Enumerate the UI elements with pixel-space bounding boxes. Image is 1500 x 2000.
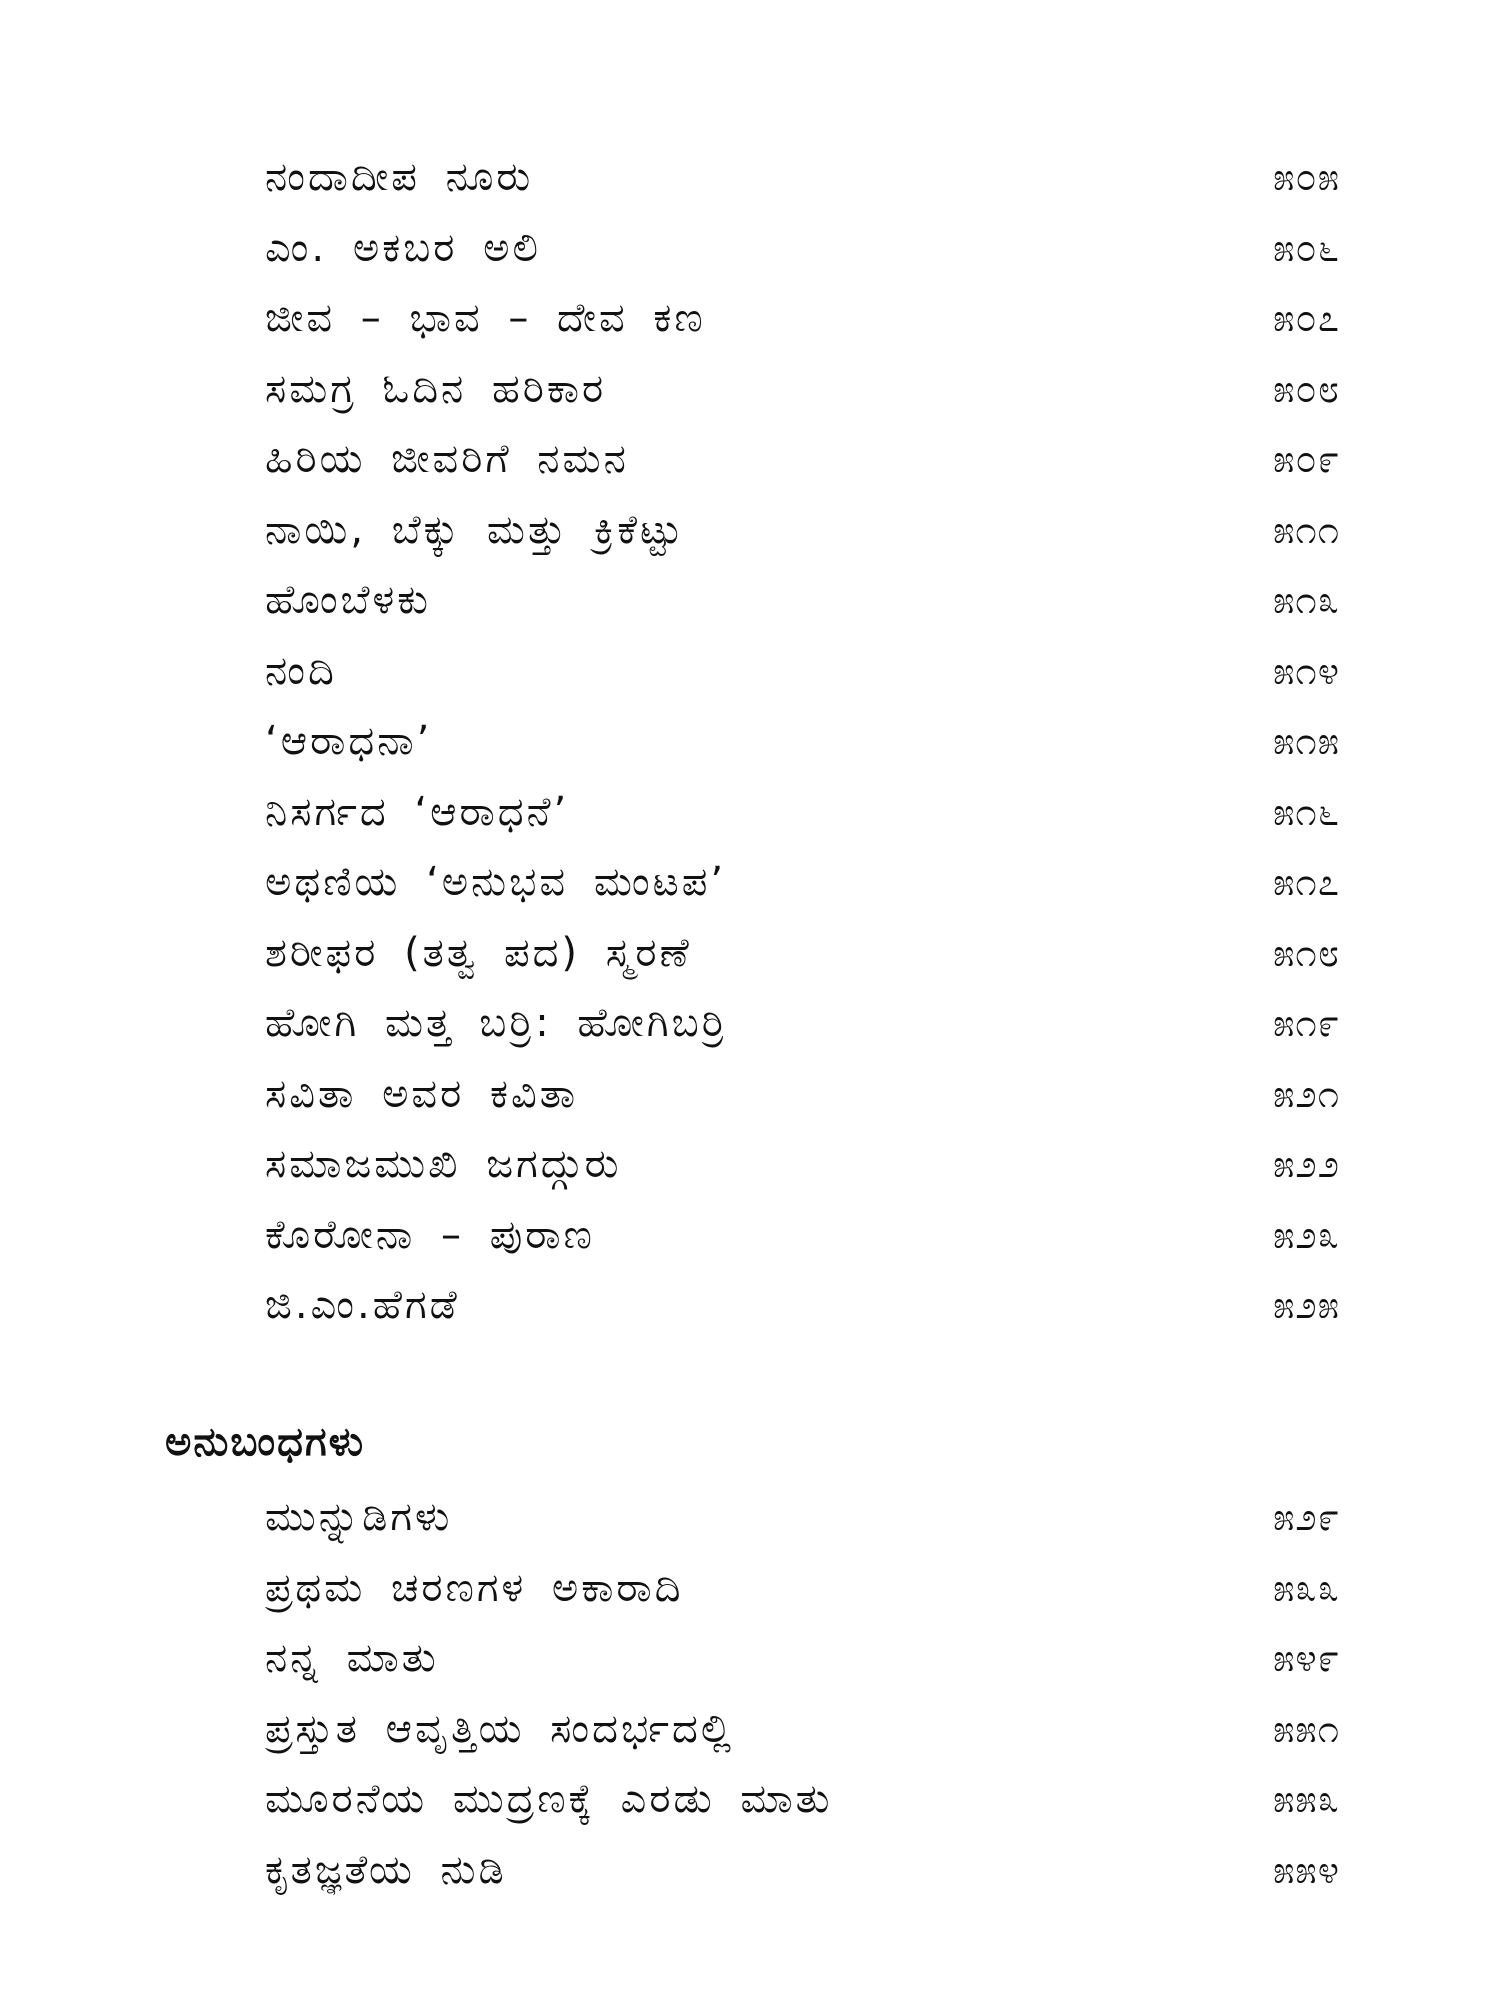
appendix-heading: ಅನುಬಂಧಗಳು: [165, 1419, 366, 1465]
toc-entry-page: ೫೦೬: [1273, 225, 1340, 270]
toc-entry-page: ೫೨೯: [1273, 1495, 1340, 1539]
toc-entry: [265, 636, 1340, 707]
toc-appendix-list: [265, 1482, 1340, 1905]
toc-entry: [265, 918, 1340, 989]
toc-entry-title: ಮುನ್ನುಡಿಗಳು: [265, 1494, 453, 1540]
toc-entry-page: ೫೧೩: [1273, 578, 1340, 622]
toc-entry-page: ೫೫೩: [1273, 1777, 1340, 1821]
toc-entry: [265, 777, 1340, 848]
toc-entry-page: ೫೦೮: [1273, 366, 1340, 411]
toc-entry-title: ಕೃತಜ್ಞತೆಯ ನುಡಿ: [265, 1846, 507, 1893]
toc-entry-title: ಎಂ. ಅಕಬರ ಅಲಿ: [265, 224, 541, 271]
toc-entry: [265, 424, 1340, 495]
toc-entry-title: ನಿಸರ್ಗದ ‘ಆರಾಧನೆ’: [265, 788, 570, 835]
toc-main-list: [265, 142, 1340, 1341]
toc-entry: [265, 1623, 1340, 1694]
toc-entry-page: ೫೦೯: [1273, 437, 1340, 481]
toc-entry: [265, 1553, 1340, 1624]
toc-entry-title: ಪ್ರಥಮ ಚರಣಗಳ ಅಕಾರಾದಿ: [265, 1564, 684, 1611]
toc-entry: [265, 495, 1340, 566]
toc-entry: [265, 565, 1340, 636]
toc-entry-title: ಸಮಗ್ರ ಓದಿನ ಹರಿಕಾರ: [265, 365, 607, 412]
toc-entry: [265, 988, 1340, 1059]
toc-entry-title: ಜಿ.ಎಂ.ಹೆಗಡೆ: [265, 1282, 460, 1328]
toc-entry-title: ಸವಿತಾ ಅವರ ಕವಿತಾ: [265, 1070, 579, 1117]
toc-entry-page: ೫೫೧: [1273, 1706, 1340, 1751]
toc-entry-title: ಹೋಗಿ ಮತ್ತ ಬರ್ರಿ: ಹೋಗಿಬರ್ರಿ: [265, 1000, 728, 1046]
toc-entry-page: ೫೨೨: [1273, 1142, 1340, 1186]
toc-entry: [265, 1270, 1340, 1341]
toc-entry-title: ಮೂರನೆಯ ಮುದ್ರಣಕ್ಕೆ ಎರಡು ಮಾತು: [265, 1776, 833, 1822]
toc-entry-page: ೫೧೧: [1273, 507, 1340, 552]
toc-entry: [265, 142, 1340, 213]
toc-entry: [265, 706, 1340, 777]
toc-entry-title: ‘ಆರಾಧನಾ’: [265, 718, 433, 764]
toc-entry-page: ೫೪೯: [1273, 1636, 1340, 1680]
toc-entry-title: ಶರೀಫರ (ತತ್ವ ಪದ) ಸ್ಮರಣೆ: [265, 929, 692, 976]
toc-entry-page: ೫೧೮: [1273, 930, 1340, 975]
toc-entry: [265, 847, 1340, 918]
toc-entry: [265, 1835, 1340, 1906]
toc-entry-page: ೫೦೫: [1273, 155, 1340, 199]
toc-entry-page: ೫೧೫: [1273, 719, 1340, 763]
toc-entry-title: ಸಮಾಜಮುಖಿ ಜಗದ್ಗುರು: [265, 1141, 622, 1187]
toc-entry: [265, 1764, 1340, 1835]
toc-entry: [265, 354, 1340, 425]
toc-entry-title: ಪ್ರಸ್ತುತ ಆವೃತ್ತಿಯ ಸಂದರ್ಭದಲ್ಲಿ: [265, 1705, 735, 1752]
toc-entry-page: ೫೩೩: [1273, 1565, 1340, 1610]
toc-entry-page: ೫೨೩: [1273, 1212, 1340, 1257]
toc-entry: [265, 1482, 1340, 1553]
toc-entry: [265, 283, 1340, 354]
toc-entry: [265, 1059, 1340, 1130]
toc-entry-page: ೫೧೬: [1273, 789, 1340, 834]
toc-entry-title: ನನ್ನ ಮಾತು: [265, 1635, 439, 1681]
toc-entry-page: ೫೧೭: [1273, 860, 1340, 904]
toc-entry-page: ೫೦೭: [1273, 296, 1340, 340]
toc-entry-page: ೫೧೪: [1273, 648, 1340, 693]
toc-entry: [265, 1694, 1340, 1765]
toc-entry-page: ೫೧೯: [1273, 1001, 1340, 1045]
toc-entry: [265, 213, 1340, 284]
toc-entry-title: ಅಥಣಿಯ ‘ಅನುಭವ ಮಂಟಪ’: [265, 859, 727, 905]
toc-entry-title: ಕೊರೋನಾ – ಪುರಾಣ: [265, 1211, 595, 1258]
toc-entry-title: ಜೀವ – ಭಾವ – ದೇವ ಕಣ: [265, 295, 706, 341]
toc-entry-page: ೫೫೪: [1273, 1847, 1340, 1892]
toc-entry-title: ಹಿರಿಯ ಜೀವರಿಗೆ ನಮನ: [265, 436, 629, 482]
toc-entry: [265, 1200, 1340, 1271]
toc-entry-title: ನಾಯಿ, ಬೆಕ್ಕು ಮತ್ತು ಕ್ರಿಕೆಟ್ಟು: [265, 506, 685, 553]
toc-entry-page: ೫೨೫: [1273, 1283, 1340, 1327]
toc-entry-page: ೫೨೧: [1273, 1071, 1340, 1116]
toc-entry-title: ಹೊಂಬೆಳಕು: [265, 577, 431, 623]
toc-entry: [265, 1129, 1340, 1200]
toc-entry-title: ನಂದಾದೀಪ ನೂರು: [265, 154, 534, 200]
toc-entry-title: ನಂದಿ: [265, 647, 337, 694]
